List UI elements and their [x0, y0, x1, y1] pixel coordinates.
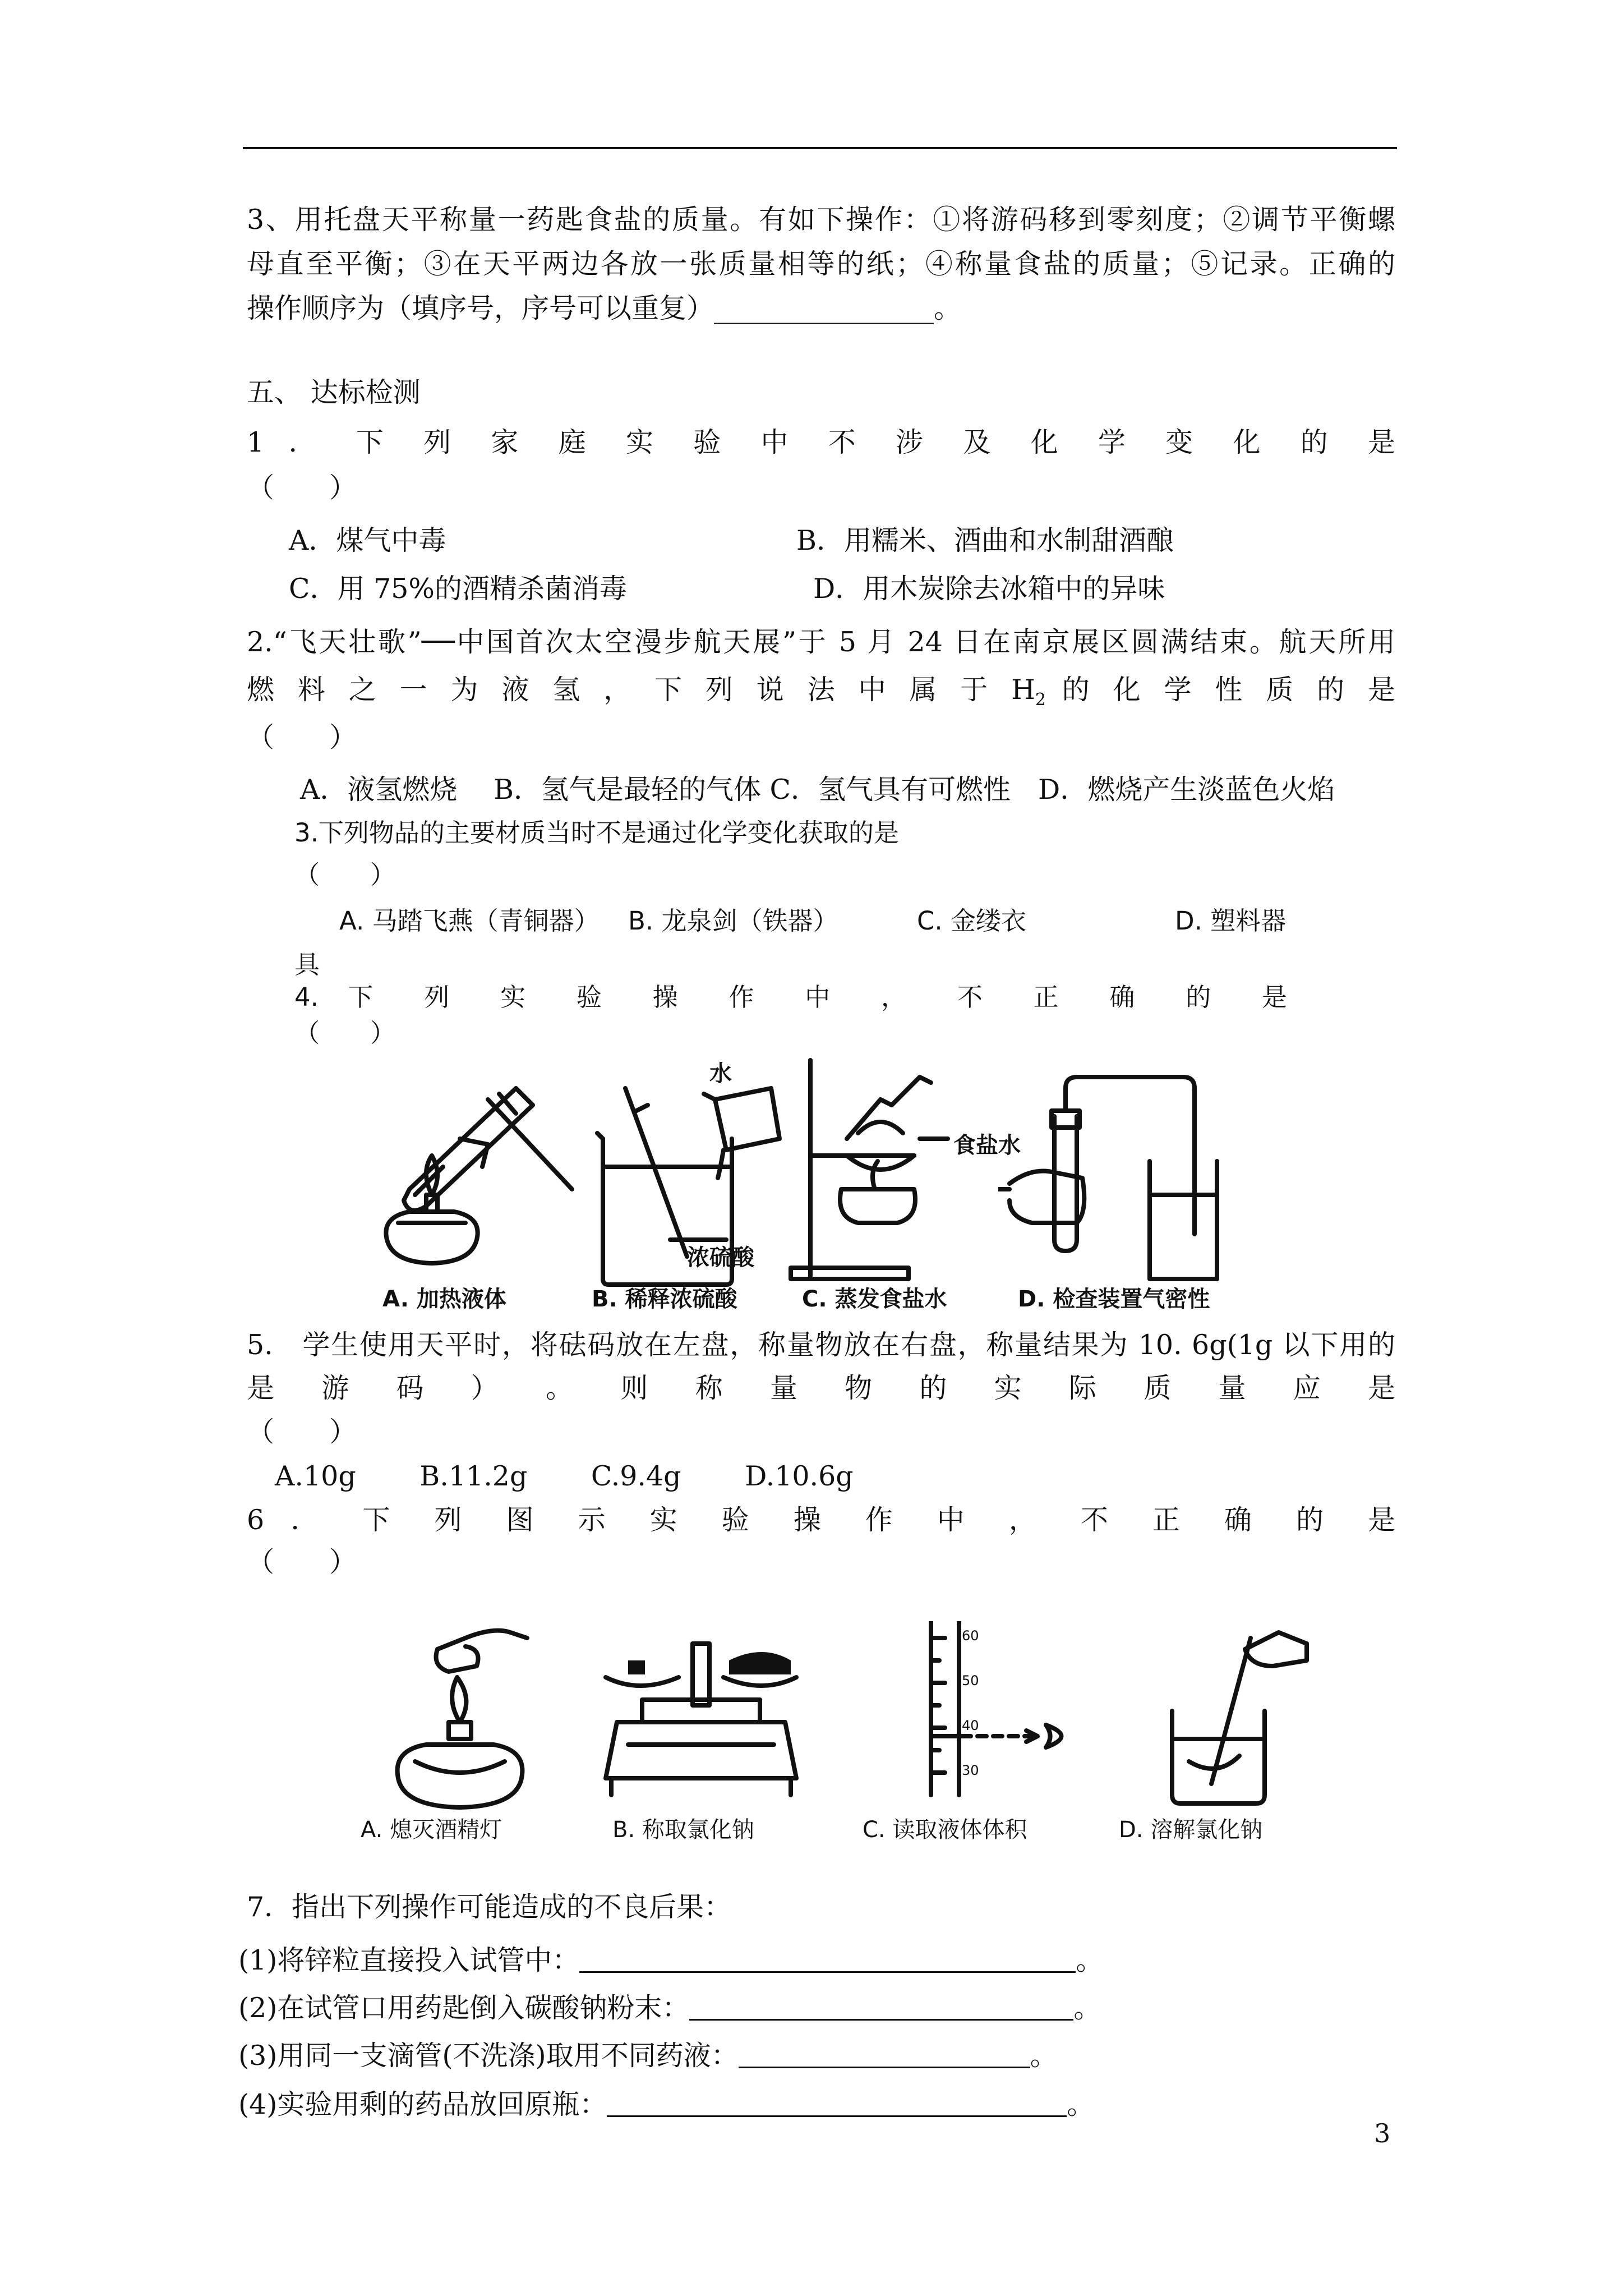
- q3-intro-text: 操作顺序为（填序号，序号可以重复）: [247, 292, 714, 324]
- q7-item-4-text: (4)实验用剩的药品放回原瓶：: [238, 2088, 607, 2120]
- q3-option-a: A. 马踏飞燕（青铜器）: [339, 906, 600, 936]
- q3-intro-end: 。: [934, 292, 962, 324]
- q3-paren: （ ）: [294, 860, 396, 890]
- q7-answer-blank-4[interactable]: [607, 2088, 1067, 2117]
- q3-intro-line1: 3、用托盘天平称量一药匙食盐的质量。有如下操作：①将游码移到零刻度；②调节平衡螺: [247, 204, 1395, 236]
- q7-item-4: [238, 2088, 1094, 2122]
- q3-option-d: D. 塑料器: [1175, 906, 1287, 936]
- q5-options: A.10g B.11.2g C.9.4g D.10.6g: [275, 1460, 854, 1492]
- q7-item-2-end: 。: [1073, 1992, 1101, 2024]
- q6-caption-c: C. 读取液体体积: [863, 1817, 1027, 1843]
- page-number: 3: [1374, 2118, 1391, 2148]
- q1-stem: 1 ． 下 列 家 庭 实 验 中 不 涉 及 化 学 变 化 的 是: [247, 426, 1395, 458]
- q6-figure-a-extinguish-lamp: [381, 1616, 550, 1818]
- q6-scale-60: 60: [962, 1628, 979, 1644]
- q7-answer-blank-2[interactable]: [689, 1992, 1073, 2021]
- q7-item-1-end: 。: [1076, 1944, 1104, 1976]
- q4-label-conc-acid: 浓硫酸: [687, 1245, 754, 1271]
- q2-line2: [247, 673, 1395, 717]
- q7-answer-blank-3[interactable]: [739, 2040, 1030, 2068]
- q6-scale-40: 40: [962, 1718, 979, 1733]
- q4-caption-a: A. 加热液体: [382, 1286, 506, 1312]
- q3-intro-line2: 母直至平衡；③在天平两边各放一张质量相等的纸；④称量食盐的质量；⑤记录。正确的: [247, 248, 1395, 280]
- q7-item-3: [238, 2039, 1058, 2073]
- q2-formula-sub: 2: [1035, 689, 1046, 710]
- q3-option-c: C. 金缕衣: [917, 906, 1027, 936]
- q2-options: A．液氢燃烧 B．氢气是最轻的气体 C．氢气具有可燃性 D．燃烧产生淡蓝色火焰: [300, 774, 1335, 806]
- q4-figure-d-airtightness: [998, 1055, 1234, 1290]
- q2-paren: （ ）: [247, 721, 357, 753]
- header-rule: [243, 147, 1397, 149]
- q2-formula-h: H: [1011, 674, 1035, 706]
- q7-item-2: [238, 1991, 1101, 2025]
- q4-caption-b: B. 稀释浓硫酸: [592, 1286, 737, 1312]
- q6-paren: （ ）: [247, 1546, 357, 1578]
- q2-formula: [1011, 674, 1046, 710]
- q6-figure-b-weigh-nacl: [594, 1638, 808, 1806]
- q7-item-3-text: (3)用同一支滴管(不洗涤)取用不同药液：: [238, 2040, 739, 2072]
- q7-item-1-text: (1)将锌粒直接投入试管中：: [238, 1944, 580, 1976]
- q6-caption-a: A. 熄灭酒精灯: [361, 1817, 502, 1843]
- q3-intro-line3: [247, 292, 961, 325]
- q7-item-2-text: (2)在试管口用药匙倒入碳酸钠粉末：: [238, 1992, 690, 2024]
- q1-option-a: A．煤气中毒: [289, 524, 446, 556]
- q4-label-brine: 食盐水: [953, 1133, 1021, 1158]
- q4-figure-c-evaporate: [785, 1055, 1021, 1296]
- q3-stem: 3.下列物品的主要材质当时不是通过化学变化获取的是: [294, 818, 899, 848]
- q3-wrap: 具: [294, 950, 320, 979]
- q5-paren: （ ）: [247, 1416, 357, 1448]
- q6-stem: 6 ． 下 列 图 示 实 验 操 作 中 ， 不 正 确 的 是: [247, 1504, 1395, 1536]
- q2-line2-pre: 燃 料 之 一 为 液 氢 ， 下 列 说 法 中 属 于: [247, 674, 995, 706]
- q7-answer-blank-1[interactable]: [579, 1944, 1076, 1973]
- q4-stem: 4. 下 列 实 验 操 作 中 ， 不 正 确 的 是: [294, 982, 1287, 1012]
- q3-option-b: B. 龙泉剑（铁器）: [628, 906, 838, 936]
- q7-item-1: [238, 1944, 1103, 1977]
- q5-line2: 是 游 码 ） 。 则 称 量 物 的 实 际 质 量 应 是: [247, 1372, 1395, 1404]
- q6-scale-50: 50: [962, 1673, 979, 1688]
- q4-figure-a-heating-liquid: [365, 1055, 578, 1290]
- q7-item-4-end: 。: [1067, 2088, 1095, 2120]
- q6-figure-d-dissolve-nacl: [1166, 1627, 1312, 1812]
- q6-figure-c-read-volume: [920, 1621, 1088, 1806]
- q1-option-d: D．用木炭除去冰箱中的异味: [813, 573, 1165, 605]
- q4-caption-d: D. 检查装置气密性: [1018, 1286, 1210, 1312]
- q7-item-3-end: 。: [1030, 2040, 1058, 2072]
- q6-caption-d: D. 溶解氯化钠: [1119, 1817, 1263, 1843]
- q6-scale-30: 30: [962, 1763, 979, 1778]
- q6-caption-b: B. 称取氯化钠: [612, 1817, 754, 1843]
- section-title: 五、 达标检测: [247, 376, 421, 408]
- q5-line1: 5. 学生使用天平时，将砝码放在左盘，称量物放在右盘，称量结果为 10. 6g(1g 以下用的: [247, 1329, 1395, 1361]
- q1-option-c: C．用 75%的酒精杀菌消毒: [289, 573, 627, 605]
- q4-caption-c: C. 蒸发食盐水: [802, 1286, 947, 1312]
- q4-paren: （ ）: [294, 1018, 396, 1048]
- q3-intro-blank: ________________: [714, 292, 934, 324]
- q2-line1: 2.“飞天壮歌”──中国首次太空漫步航天展”于 5 月 24 日在南京展区圆满结束。航天所用: [247, 626, 1395, 658]
- q7-stem: 7．指出下列操作可能造成的不良后果：: [247, 1891, 732, 1923]
- q4-label-water: 水: [709, 1061, 732, 1087]
- q1-option-b: B．用糯米、酒曲和水制甜酒酿: [796, 524, 1174, 556]
- q1-paren: （ ）: [247, 472, 357, 504]
- q2-line2-post: 的 化 学 性 质 的 是: [1062, 674, 1395, 706]
